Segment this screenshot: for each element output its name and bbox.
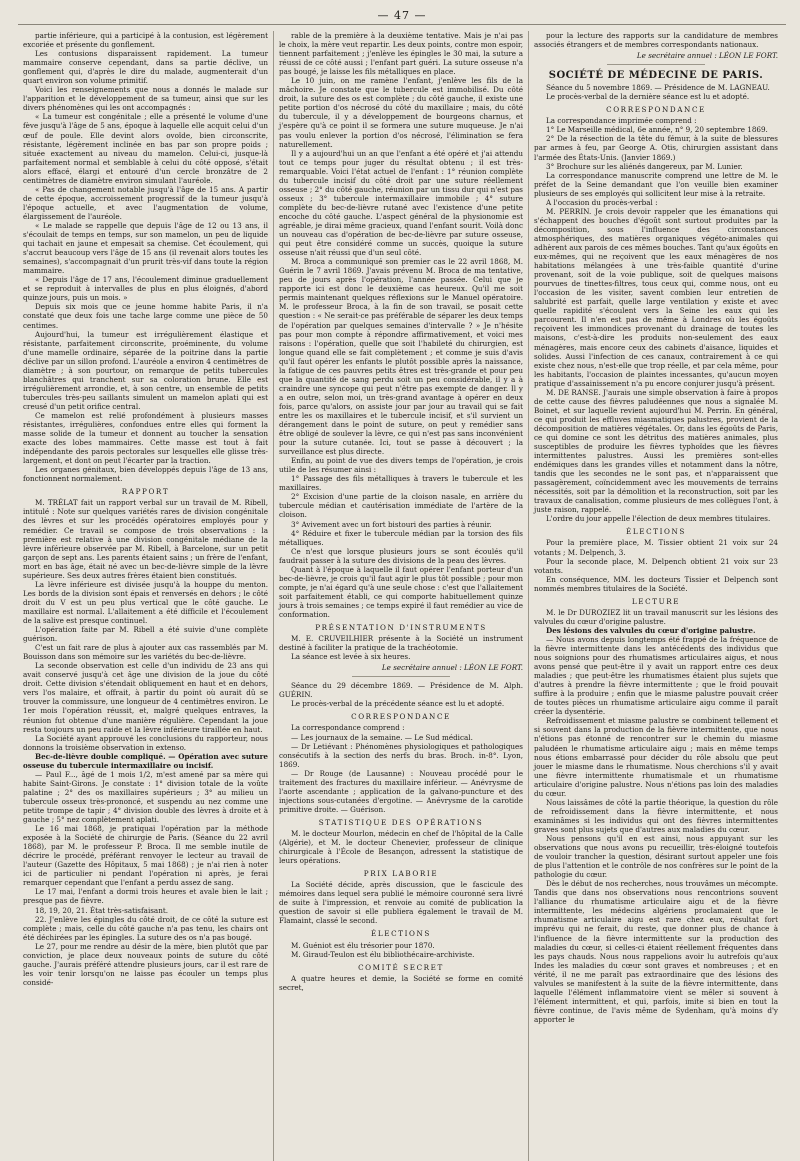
- paragraph: rable de la première à la deuxième tentative. Mais je n'ai pas le choix, la mère veut repartir. Les deux points, contre mon espoir, tiennent parfaitement ; j'enlève les épingles le 30 mai, la suture a réussi de ce côté aussi ; l'enfant part guéri. La suture osseuse n'a pas bougé, je laisse les fils métalliques en place.: [279, 31, 523, 77]
- paragraph: Le 27, pour me rendre au désir de la mère, bien plutôt que par conviction, je place deux nouveaux points de suture du côté gauche. J'aurais préféré attendre plusieurs jours, car il est rare de les voir tenir lorsqu'on ne laisse pas écouler un temps plus considé-: [23, 941, 268, 987]
- paragraph: C'est un fait rare de plus à ajouter aux cas rassemblés par M. Bouisson dans son mémoire sur les variétés du bec-de-lièvre.: [23, 643, 268, 662]
- paragraph: M. Broca a communiqué son premier cas le 22 avril 1868, M. Guérin le 7 avril 1869. J'avais prévenu M. Broca de ma tentative, peu de jours après l'opération, l'année passée. Celui que je rapporte ici est donc le deuxième cas heureux. Qu'il me soit permis maintenant quelques réflexions sur le Manuel opératoire. M. le professeur Broca, à la fin de son travail, se posait cette question : « Ne serait-ce pas préférable de séparer les deux temps de l'opération par quelques semaines d'intervalle ? » Je n'hésite pas pour mon compte à répondre affirmativement, et voici mes raisons : l'opération, quelle que soit l'habileté du chirurgien, est longue quand elle se fait complètement ; et comme je suis d'avis qu'il faut opérer les enfants le plutôt possible après la naissance, la fatigue de ces pauvres petits êtres est très-grande et pour peu que la quantité de sang perdu soit un peu considérable, il y a à craindre une syncope qui peut n'être pas exempte de danger. Il y a en outre, selon moi, un très-grand avantage à opérer en deux fois, parce qu'alors, on assiste jour par jour au travail qui se fait entre les os maxillaires et le tubercule incisif, et s'il survient un dérangement dans le point de suture, on peut y remédier sans être obligé de soulever la lèvre, ce qui n'est pas sans inconvénient pour la suture cutanée. Ici, tout se passe à découvert ; la surveillance est plus directe.: [279, 257, 523, 457]
- paragraph: L'opération faite par M. Ribell a été suivie d'une complète guérison.: [23, 625, 268, 644]
- secretary-signature: Le secrétaire annuel : LÉON LE FORT.: [636, 51, 778, 61]
- paragraph: La correspondance comprend :: [291, 723, 405, 733]
- paragraph: Le 16 mai 1868, je pratiquai l'opération par la méthode exposée à la Société de chirurgie de Paris. (Séance du 22 avril 1868), par M. le professeur P. Broca. Il me semble inutile de décrire le procédé, préférant renvoyer le lecteur au travail de l'auteur (Gazette des Hôpitaux, 5 mai 1868) ; je n'ai rien à noter ici de particulier ni pendant l'opération ni après, je ferai remarquer cependant que l'enfant a perdu assez de sang.: [23, 824, 268, 888]
- paragraph: Ce mamelon est relié profondément à plusieurs masses résistantes, irrégulières, confondues entre elles qui forment la masse solide de la tumeur et donnent au toucher la sensation exacte des lobes mammaires. Cette masse est tout à fait indépendante des parois pectorales sur lesquelles elle glisse très-largement, et dont on peut l'écarter par la traction.: [23, 410, 268, 466]
- paragraph: 3° Brochure sur les aliénés dangereux, par M. Lunier.: [546, 161, 743, 171]
- col2-body: [279, 31, 523, 619]
- paragraph: pour la lecture des rapports sur la candidature de membres associés étrangers et de membres correspondants nationaux.: [534, 31, 778, 50]
- paragraph: Dès le début de nos recherches, nous trouvâmes un mécompte. Tandis que dans nos observations nous rencontrions souvent l'alliance du rhumatisme articulaire aigu et de la fièvre intermittente, les médecins algériens proclamaient que le rhumatisme articulaire aigu est rare chez eux, résultat fort imprévu qui ne ferait, du reste, que donner plus de chance à l'influence de la fièvre intermittente sur la production des maladies du cœur, si celles-ci étaient réellement fréquentes dans les pays chauds. Nous nous rappelions avoir lu autrefois qu'aux Indes les maladies du cœur sont graves et nombreuses ; et en vérité, il ne me paraît pas extraordinaire que des lésions des valvules se manifestent à la suite de la fièvre intermittente, dans laquelle l'élément inflammatoire vient se mêler si souvent à l'élément intermittent, et qui, parfois, imite si bien en tout la fièvre continue, de l'avis même de Sydenham, qu'à moins d'y apporter le: [534, 879, 778, 1024]
- page-number: — 47 —: [18, 8, 786, 25]
- columns: [18, 31, 786, 1161]
- seance-line: Séance du 29 décembre 1869. — Présidence de M. Alph. GUÉRIN.: [279, 681, 523, 700]
- seance-line: Séance du 5 novembre 1869. — Présidence de M. LAGNEAU.: [546, 83, 770, 93]
- section-heading-correspondance: CORRESPONDANCE: [351, 712, 451, 722]
- lecture-title: Des lésions des valvules du cœur d'origine palustre.: [546, 625, 756, 635]
- paragraph: A quatre heures et demie, la Société se forme en comité secret,: [279, 973, 523, 992]
- rapport-body: [23, 498, 268, 751]
- paragraph: — Paul F..., âgé de 1 mois 1/2, m'est amené par sa mère qui habite Saint-Girons. Je constate : 1° division totale de la voûte palatine ; 2° des os maxillaires supérieurs ; 3° au milieu un tubercule osseux très-prononcé, et suspendu au nez comme une petite trompe de tapir ; 4° division double des lèvres à droite et à gauche ; 5° nez complètement aplati.: [23, 769, 268, 825]
- secretary-signature: Le secrétaire annuel : LÉON LE FORT.: [381, 663, 523, 673]
- paragraph: Nous pensons qu'il en est ainsi, nous appuyant sur les observations que nous avons pu recueillir, très-éloigné toutefois de vouloir trancher la question, désirant surtout appeler une fois de plus l'attention et le contrôle de nos confrères sur le point de la pathologie du cœur.: [534, 833, 778, 880]
- section-heading-correspondance: CORRESPONDANCE: [606, 105, 706, 115]
- col1-body: [23, 31, 268, 483]
- section-heading-comite: COMITÉ SECRET: [358, 962, 444, 972]
- list-item: M. Giraud-Teulon est élu bibliothécaire-archiviste.: [291, 949, 475, 959]
- paragraph: La lèvre inférieure est divisée jusqu'à la houppe du menton. Les bords de la division sont épais et renversés en dehors ; le côté droit du V est un peu plus vertical que le côté gauche. Le maxillaire est normal. L'allaitement a été difficile et l'écoulement de la salive est presque continuel.: [23, 579, 268, 625]
- paragraph: Le 10 juin, on me ramène l'enfant, j'enlève les fils de la mâchoire. Je constate que le tubercule est immobilisé. Du côté droit, la suture des os est complète ; du côté gauche, il existe une petite portion d'os nécrosé du côté du maxillaire ; mais, du côté du tubercule, il y a développement de bourgeons charnus, et j'espère qu'à ce point il se formera une suture muqueuse. Je n'ai pas voulu enlever la portion d'os nécrosé, l'élimination se fera naturellement.: [279, 76, 523, 149]
- paragraph: Il y a aujourd'hui un an que l'enfant a été opéré et j'ai attendu tout ce temps pour juger du résultat obtenu ; il est très-remarquable. Voici l'état actuel de l'enfant : 1° réunion complète du tubercule incisif du côté droit par une suture réellement osseuse ; 2° du côté gauche, réunion par un tissu dur qui n'est pas osseux ; 3° tubercule intermaxillaire immobile ; 4° suture complète du bec-de-lièvre rutané avec l'existence d'une petite encoche du côté gauche. L'aspect général de la physionomie est agréable, je dirai même gracieux, quand l'enfant sourit. Voilà donc un nouveau cas d'opération de bec-de-lièvre par suture osseuse, qui peut être considéré comme un succès, quoique la suture osseuse n'ait réussi que d'un seul côté.: [279, 148, 523, 258]
- paragraph: La Société ayant approuvé les conclusions du rapporteur, nous donnons la troisième observation in extenso.: [23, 733, 268, 752]
- observation-body: [23, 770, 268, 987]
- paragraph: A l'occasion du procès-verbal :: [546, 197, 658, 207]
- paragraph: Le procès-verbal de la précédente séance est lu et adopté.: [291, 699, 505, 709]
- correspondance-body: [534, 116, 778, 523]
- observation-title: Bec-de-lièvre double compliqué. — Opération avec suture osseuse du tubercule intermaxillaire ou incisif.: [23, 751, 268, 770]
- paragraph: M. PERRIN. Je crois devoir rappeler que les émanations qui s'échappent des bouches d'égoût sont surtout produites par la décomposition, sous l'influence des circonstances atmosphériques, des matières organiques végéto-animales qui adhèrent aux parois de ces mêmes bouches. Tant qu'aux égoûts en eux-mêmes, qui ne reçoivent que les eaux ménagères de nos habitations mélangées à une très-faible quantité d'urine provenant, soit de la voie publique, soit de quelques maisons pourvues de tinettes-filtres, tous ceux qui, comme nous, ont eu l'occasion de les visiter, savent combien leur entretien de salubrité est parfait, quelle large ventilation y existe et avec quelle rapidité s'écoulent vers la Seine les eaux qui les parcourent. Il n'en est pas de même à Londres où les égoûts reçoivent les immondices provenant du drainage de toutes les maisons, c'est-à-dire les produits non-seulement des eaux ménagères, mais encore ceux des cabinets d'aisance, liquides et solides. Aussi l'infection de ces canaux, contrairement à ce qui existe chez nous, n'est-elle que trop réelle, et par cela même, pour les habitants, l'occasion de plaintes incessantes, qu'aucun moyen pratique d'assainissement n'a pu encore conjurer jusqu'à présent.: [534, 206, 778, 388]
- paragraph: 18, 19, 20, 21. État très-satisfaisant.: [35, 905, 169, 915]
- section-heading-presentation: PRÉSENTATION D'INSTRUMENTS: [315, 623, 487, 633]
- paragraph: M. le Dr DUROZIEZ lit un travail manuscrit sur les lésions des valvules du cœur d'origine palustre.: [534, 607, 778, 626]
- paragraph: Voici les renseignements que nous a donnés le malade sur l'apparition et le développement de sa tumeur, ainsi que sur les divers phénomènes qui les ont accompagnés :: [23, 85, 268, 113]
- paragraph: Les organes génitaux, bien développés depuis l'âge de 13 ans, fonctionnent normalement.: [23, 465, 268, 484]
- list-item: M. Guéniot est élu trésorier pour 1870.: [291, 940, 435, 950]
- paragraph: 2° Excision d'une partie de la cloison nasale, en arrière du tubercule médian et cautérisation immédiate de l'artère de la cloison.: [279, 492, 523, 520]
- paragraph: La correspondance manuscrite comprend une lettre de M. le préfet de la Seine demandant que l'on veuille bien examiner plusieurs de ses employés qui sollicitent leur mise à la retraite.: [534, 170, 778, 198]
- column-2: [273, 31, 528, 1161]
- lecture-body: [534, 635, 778, 1024]
- paragraph: « Depuis l'âge de 17 ans, l'écoulement diminue graduellement et se reproduit à intervalles de plus en plus éloignés, d'abord quinze jours, puis un mois. »: [23, 275, 268, 303]
- paragraph: 1° Le Marseille médical, 6e année, n° 9, 20 septembre 1869.: [546, 125, 768, 135]
- divider: [607, 64, 705, 65]
- divider: [352, 676, 450, 677]
- paragraph: « Pas de changement notable jusqu'à l'âge de 15 ans. A partir de cette époque, accroissement progressif de la tumeur jusqu'à l'époque actuelle, et avec l'augmentation de volume, élargissement de l'auréole.: [23, 184, 268, 221]
- paragraph: Depuis six mois que ce jeune homme habite Paris, il n'a constaté que deux fois une tache large comme une pièce de 50 centimes.: [23, 302, 268, 330]
- paragraph: — Nous avons depuis longtemps été frappé de la fréquence de la fièvre intermittente dans les antécédents des individus que nous soignions pour des rhumatismes articulaires aigus, et nous avons pensé que peut-être il y avait un rapport entre ces deux maladies ; que peut-être les rhumatismes étaient plus sujets que d'autres à prendre la fièvre intermittente ; que le froid pouvait suffire à la produire ; enfin que le miasme palustre pouvait créer de toutes pièces un rhumatisme articulaire aigu comme il paraît créer la dysentérie.: [534, 634, 778, 717]
- list-item: — Les journaux de la semaine. — Le Sud médical.: [291, 732, 473, 742]
- column-3: [528, 31, 783, 1161]
- paragraph: 1° Passage des fils métalliques à travers le tubercule et les maxillaires.: [279, 474, 523, 493]
- paragraph: La correspondance imprimée comprend :: [546, 116, 697, 126]
- paragraph: partie inférieure, qui a participé à la contusion, est légèrement excoriée et présente du gonflement.: [23, 31, 268, 50]
- paragraph: En conséquence, MM. les docteurs Tissier et Delpench sont nommés membres titulaires de la Société.: [534, 574, 778, 593]
- paragraph: Aujourd'hui, la tumeur est irrégulièrement élastique et résistante, parfaitement circonscrite, proéminente, du volume d'une mamelle ordinaire, séparée de la poitrine dans la partie déclive par un sillon profond. L'auréole a environ 4 centimètres de diamètre ; à son pourtour, on remarque de petits tubercules blanchâtres qui tranchent sur sa coloration brune. Elle est irrégulièrement arrondie, et, à son centre, un ensemble de petits tubercules très-peu saillants simulent un mamelon aplati qui est creusé d'un petit orifice central.: [23, 329, 268, 411]
- column-1: [18, 31, 273, 1161]
- section-heading-elections: ÉLECTIONS: [626, 527, 686, 537]
- paragraph: M. DE RANSE. J'aurais une simple observation à faire à propos de cette cause des fièvres paludéennes que nous a signalée M. Boinet, et sur laquelle revient aujourd'hui M. Perrin. En général, ce qui produit les effluves miasmatiques palustres, provient de la décomposition de matières végétales. Or, dans les égoûts de Paris, ce qui domine ce sont les détritus des matières animales, plus susceptibles de produire les fièvres typhoïdes que les fièvres intermittentes palustres. Aussi les premières sont-elles endémiques dans les grandes villes et notamment dans la nôtre, tandis que les secondes ne le sont pas, et n'apparaissent que passagèrement, coïncidemment avec les mouvements de terrains nécessités, soit par la démolition et la reconstruction, soit par les travaux de canalisation, comme plusieurs de mes collègues l'ont, à juste raison, rappelé.: [534, 387, 778, 515]
- paragraph: L'ordre du jour appelle l'élection de deux membres titulaires.: [546, 514, 771, 524]
- paragraph: M. TRÉLAT fait un rapport verbal sur un travail de M. Ribell, intitulé : Note sur quelques variétés rares de division congénitale des lèvres et sur les procédés opératoires employés pour y remédier. Ce travail se compose de trois observations : la première est relative à une division congénitale médiane de la lèvre inférieure observée par M. Ribell, à Barcelone, sur un petit garçon de sept ans. Les parents étaient sains ; un frère de l'enfant, mort en bas âge, était né avec un bec-de-lièvre simple de la lèvre supérieure. Ses deux autres frères étaient bien constitués.: [23, 498, 268, 580]
- paragraph: Ce n'est que lorsque plusieurs jours se sont écoulés qu'il faudrait passer à la suture des divisions de la peau des lèvres.: [279, 546, 523, 565]
- paragraph: Le 17 mai, l'enfant a dormi trois heures et avale bien le lait ; presque pas de fièvre.: [23, 887, 268, 906]
- paragraph: La seconde observation est celle d'un individu de 23 ans qui avait conservé jusqu'à cet âge une division de la joue du côté droit. Cette division s'étendait obliquement en haut et en dehors, vers l'os malaire, et offrait, à partir du point où aurait dû se trouver la commissure, une longueur de 4 centimètres environ. Le 1er mois l'opération réussit, et, malgré quelques entraves, la réunion fut obtenue d'une manière régulière. Cependant la joue resta toujours un peu raide et la lèvre inférieure tiraillée en haut.: [23, 661, 268, 734]
- paragraph: Pour la première place, M. Tissier obtient 21 voix sur 24 votants ; M. Delpench, 3.: [534, 538, 778, 557]
- section-heading-rapport: RAPPORT: [121, 487, 170, 497]
- section-heading-elections: ÉLECTIONS: [371, 929, 431, 939]
- paragraph: 22. J'enlève les épingles du côté droit, de ce côté la suture est complète ; mais, celle du côté gauche n'a pas tenu, les chairs ont été déchirées par les épingles. La suture des os n'a pas bougé.: [23, 914, 268, 942]
- list-item: — Dr Letiévant : Phénomènes physiologiques et pathologiques consécutifs à la section des nerfs du bras. Broch. in-8°. Lyon, 1869.: [279, 741, 523, 769]
- paragraph: « Le malade se rappelle que depuis l'âge de 12 ou 13 ans, il s'écoulait de temps en temps, sur son mamelon, un peu de liquide qui tachait en jaune et empesait sa chemise. Cet écoulement, qui s'accrut beaucoup vers l'âge de 15 ans (il revenait alors toutes les semaines), s'accompagnait d'un prurit très-vif dans toute la région mammaire.: [23, 220, 268, 276]
- paragraph: Refroidissement et miasme palustre se combinent tellement et si souvent dans la production de la fièvre intermittente, que nous n'étions pas étonné de rencontrer sur le chemin du miasme paludéen le rhumatisme articulaire aigu ; mais en même temps nous étions embarrassé pour décider du rôle absolu que peut jouer le miasme dans le rhumatisme. Nous cherchions s'il y avait une fièvre intermittente rhumatismale et un rhumatisme articulaire d'origine palustre. Nous n'étions pas loin des maladies du cœur.: [534, 716, 778, 798]
- paragraph: 4° Réduire et fixer le tubercule médian par la torsion des fils métalliques.: [279, 528, 523, 547]
- section-heading-prix: PRIX LABORIE: [363, 869, 439, 879]
- paragraph: Quant à l'époque à laquelle il faut opérer l'enfant porteur d'un bec-de-lièvre, je crois qu'il faut agir le plus tôt possible ; pour mon compte, je n'ai égard qu'à une seule chose : c'est que l'allaitement soit parfaitement établi, ce qui comporte habituellement quinze jours à trois semaines ; ce temps expiré il faut remédier au vice de conformation.: [279, 564, 523, 619]
- paragraph: Nous laissâmes de côté la partie théorique, la question du rôle de refroidissement dans la fièvre intermittente, et nous examinâmes si les individus qui ont des fièvres intermittentes graves sont plus sujets que d'autres aux maladies du cœur.: [534, 797, 778, 834]
- paragraph: 3° Avivement avec un fort bistouri des parties à réunir.: [291, 519, 492, 529]
- paragraph: 2° De la résection de la tête du fémur, à la suite de blessures par armes à feu, par George A. Otis, chirurgien assistant dans l'armée des États-Unis. (Janvier 1869.): [534, 134, 778, 162]
- list-item: — Dr Rouge (de Lausanne) : Nouveau procédé pour le traitement des fractures du maxillaire inférieur. — Anévrysme de l'aorte ascendante ; application de la galvano-puncture et des injections sous-cutanées d'ergotine. — Anévrysme de la carotide primitive droite. — Guérison.: [279, 768, 523, 814]
- section-heading-lecture: LECTURE: [631, 596, 681, 606]
- society-title: SOCIÉTÉ DE MÉDECINE DE PARIS.: [548, 70, 764, 82]
- section-heading-statistique: STATISTIQUE DES OPÉRATIONS: [318, 817, 484, 827]
- paragraph: Pour la seconde place, M. Delpench obtient 21 voix sur 23 votants.: [534, 556, 778, 575]
- paragraph: La Société décide, après discussion, que le fascicule des mémoires dans lequel sera publié le mémoire couronné sera livré de suite à l'impression, et renvoie au comité de publication la question de savoir si elle publiera également le travail de M. Flamaint, classé le second.: [279, 880, 523, 926]
- paragraph: M. le docteur Mourlon, médecin en chef de l'hôpital de la Calle (Algérie), et M. le docteur Chenevier, professeur de clinique chirurgicale à l'École de Besançon, adressent la statistique de leurs opérations.: [279, 828, 523, 866]
- paragraph: M. E. CRUVEILHIER présente à la Société un instrument destiné à faciliter la pratique de la trachéotomie.: [279, 634, 523, 653]
- paragraph: Les contusions disparaissent rapidement. La tumeur mammaire conserve cependant, dans sa partie déclive, un gonflement qui, d'après le dire du malade, augmenterait d'un quart environ son volume primitif.: [23, 49, 268, 86]
- paragraph: Enfin, au point de vue des divers temps de l'opération, je crois utile de les résumer ainsi :: [279, 456, 523, 475]
- paragraph: La séance est levée à six heures.: [291, 652, 411, 662]
- paragraph: Le procès-verbal de la dernière séance est lu et adopté.: [546, 92, 750, 102]
- paragraph: « La tumeur est congénitale ; elle a présenté le volume d'une fève jusqu'à l'âge de 5 ans, époque à laquelle elle acquit celui d'un œuf de poule. Elle devint alors ovoïde, bien circonscrite, résistante, légèrement inclinée en bas par son propre poids ; située exactement au niveau du mamelon. Celui-ci, jusque-là parfaitement normal et semblable à celui du côté opposé, s'était alors effacé, élargi et entouré d'un cercle bronzâtre de 2 centimètres de diamètre environ simulant l'auréole.: [23, 112, 268, 185]
